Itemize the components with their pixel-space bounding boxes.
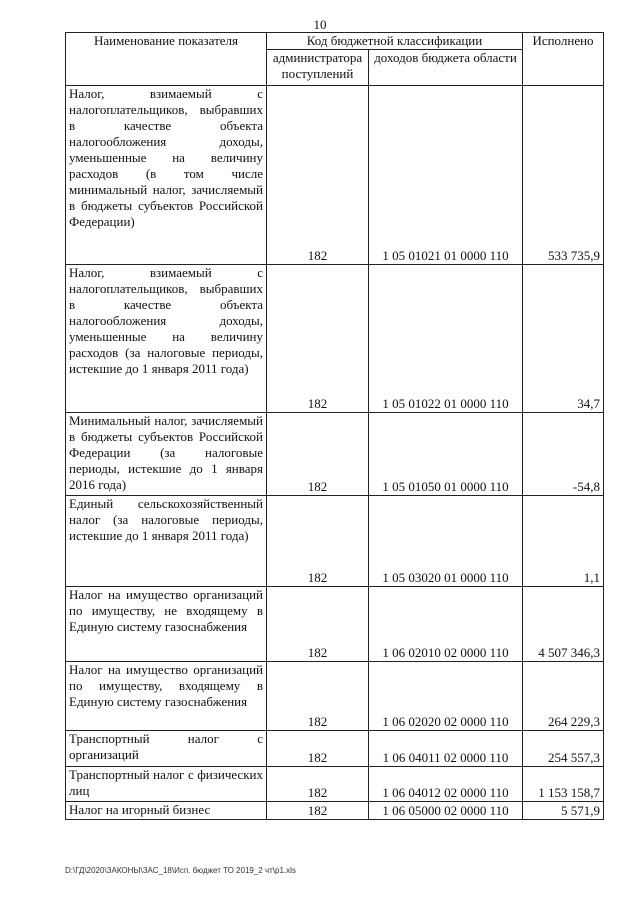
row-admin: 182 [267,86,369,265]
row-code: 1 05 01021 01 0000 110 [369,86,523,265]
header-admin: администратора поступлений [267,50,369,86]
row-value: 4 507 346,3 [523,587,604,662]
row-name: Налог на игорный бизнес [66,802,267,820]
page-number: 10 [313,17,327,32]
table-row [66,265,604,413]
budget-table [65,32,604,820]
row-code: 1 06 04011 02 0000 110 [369,731,523,767]
row-name: Минимальный налог, зачисляемый в бюджеты субъектов Российской Федерации (за налоговые периоды, истекшие до 1 января 2016 года) [66,413,267,496]
row-value: 1 153 158,7 [523,767,604,802]
header-code-group: Код бюджетной классификации [267,33,523,50]
file-path-footer: D:\ГД\2020\ЗАКОНЫ\ЗАС_18\Исп. бюджет ТО 2019_2 чт\р1.xls [65,866,296,875]
table-row [66,86,604,265]
row-value: 34,7 [523,265,604,413]
row-code: 1 06 02020 02 0000 110 [369,662,523,731]
row-value: 5 571,9 [523,802,604,820]
row-code: 1 06 04012 02 0000 110 [369,767,523,802]
row-admin: 182 [267,767,369,802]
row-value: 1,1 [523,496,604,587]
row-admin: 182 [267,802,369,820]
row-value: -54,8 [523,413,604,496]
row-code: 1 05 01050 01 0000 110 [369,413,523,496]
row-value: 533 735,9 [523,86,604,265]
header-row [66,33,604,50]
row-value: 254 557,3 [523,731,604,767]
row-admin: 182 [267,587,369,662]
header-income: доходов бюджета области [369,50,523,86]
header-executed: Исполнено [523,33,604,86]
row-name: Налог на имущество организаций по имуществу, не входящему в Единую систему газоснабжения [66,587,267,662]
row-code: 1 05 01022 01 0000 110 [369,265,523,413]
row-code: 1 06 02010 02 0000 110 [369,587,523,662]
row-admin: 182 [267,265,369,413]
row-name: Транспортный налог с физических лиц [66,767,267,802]
row-admin: 182 [267,413,369,496]
row-name: Налог, взимаемый с налогоплательщиков, выбравших в качестве объекта налогообложения доходы, уменьшенные на величину расходов (в том числе минимальный налог, зачисляемый в бюджеты субъектов Российской Федерации) [66,86,267,265]
row-name: Налог на имущество организаций по имуществу, входящему в Единую систему газоснабжения [66,662,267,731]
table-row [66,662,604,731]
table-row [66,731,604,767]
table-row [66,802,604,820]
row-code: 1 06 05000 02 0000 110 [369,802,523,820]
row-value: 264 229,3 [523,662,604,731]
row-admin: 182 [267,496,369,587]
row-name: Налог, взимаемый с налогоплательщиков, выбравших в качестве объекта налогообложения доходы, уменьшенные на величину расходов (за налоговые периоды, истекшие до 1 января 2011 года) [66,265,267,413]
row-admin: 182 [267,731,369,767]
table-row [66,413,604,496]
row-code: 1 05 03020 01 0000 110 [369,496,523,587]
table-row [66,587,604,662]
header-name: Наименование показателя [66,33,267,86]
table-row [66,496,604,587]
row-name: Единый сельскохозяйственный налог (за налоговые периоды, истекшие до 1 января 2011 года) [66,496,267,587]
table-row [66,767,604,802]
row-name: Транспортный налог с организаций [66,731,267,767]
row-admin: 182 [267,662,369,731]
